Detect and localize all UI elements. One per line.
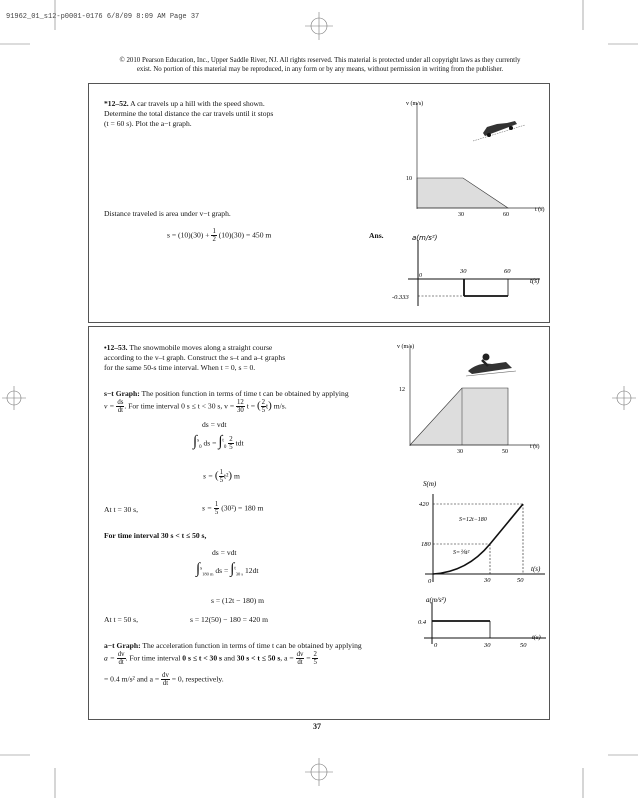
integral-equation-1: ∫$^s_0$ ds = ∫$^t_0$ $\frac{2}{5}$ tdt bbox=[193, 433, 244, 451]
y-tick-label: 180 bbox=[421, 541, 431, 548]
equation-ds-vdt: ds = vdt bbox=[202, 420, 227, 429]
vt-graph-12-52 bbox=[395, 93, 555, 223]
page-number: 37 bbox=[313, 722, 321, 731]
origin-label: 0 bbox=[434, 642, 438, 649]
x-tick-label: 30 bbox=[458, 212, 464, 218]
y-axis-label: v (m/s) bbox=[406, 101, 424, 107]
x-tick-label: 30 bbox=[457, 449, 463, 455]
copyright-line-1: © 2010 Pearson Education, Inc., Upper Saddle River, NJ. All rights reserved. This material is protected under all copyright laws as they currently bbox=[119, 57, 521, 64]
st-graph-12-53 bbox=[405, 474, 555, 586]
interval-label: For time interval 30 s < t ≤ 50 s, bbox=[104, 531, 207, 540]
problem-number: *12–52. bbox=[104, 99, 129, 108]
time-label: At t = 30 s, bbox=[104, 505, 139, 514]
problem-statement: for the same 50-s time interval. When t = 0, s = 0. bbox=[104, 363, 256, 372]
problem-statement: A car travels up a hill with the speed shown. bbox=[130, 99, 265, 108]
acceleration-result: = 0.4 m/s² and a = $\frac{dv}{dt}$ = 0, respectively. bbox=[104, 672, 224, 687]
velocity-equation: v = $\frac{ds}{dt}$ . For time interval 0 s ≤ t < 30 s, v = $\frac{12}{30}$ t = ( $\frac{2}{5}$ t) m/s. bbox=[104, 399, 287, 414]
at-graph-12-53 bbox=[412, 594, 552, 654]
section-heading: a−t Graph: bbox=[104, 641, 141, 650]
x-tick-label: 50 bbox=[520, 642, 527, 649]
y-tick-label: 420 bbox=[419, 501, 429, 508]
copyright-line-2: exist. No portion of this material may be reproduced, in any form or by any means, without permission in writing from the publisher. bbox=[136, 66, 504, 73]
integral-equation-2: ∫$^s_{180 m}$ ds = ∫$^t_{30 s}$ 12dt bbox=[196, 561, 259, 577]
problem-statement: according to the v–t graph. Construct the s–t and a–t graphs bbox=[104, 353, 286, 362]
position-equation-2: s = (12t − 180) m bbox=[211, 596, 265, 605]
y-value-label: -0.333 bbox=[392, 294, 409, 301]
velocity-area bbox=[410, 388, 508, 445]
x-axis-label: t (s) bbox=[535, 207, 545, 213]
x-tick-label: 30 bbox=[484, 577, 491, 584]
x-axis-label: t(s) bbox=[532, 634, 541, 641]
y-tick-label: 12 bbox=[399, 387, 405, 393]
equation-ds-vdt: ds = vdt bbox=[212, 548, 237, 557]
velocity-area bbox=[417, 178, 508, 208]
x-tick-label: 30 bbox=[460, 268, 467, 275]
y-tick-label: 10 bbox=[406, 176, 412, 182]
origin-label: 0 bbox=[419, 273, 422, 279]
x-tick-label: 30 bbox=[484, 642, 491, 649]
y-axis-label: v (m/s) bbox=[397, 344, 415, 350]
problem-statement: Determine the total distance the car travels until it stops bbox=[104, 109, 274, 118]
section-heading: s−t Graph: bbox=[104, 389, 140, 398]
solution-text: Distance traveled is area under v−t graph. bbox=[104, 209, 231, 218]
y-tick-label: 0.4 bbox=[418, 619, 427, 626]
problem-statement: (t = 60 s). Plot the a−t graph. bbox=[104, 119, 192, 128]
x-tick-label: 60 bbox=[504, 268, 511, 275]
x-tick-label: 50 bbox=[517, 577, 524, 584]
parabolic-segment bbox=[433, 544, 490, 574]
car-illustration bbox=[473, 121, 525, 141]
curve-label: S=⅕t² bbox=[453, 550, 470, 556]
vt-graph-12-53 bbox=[388, 338, 548, 462]
position-equation-1: s = ( $\frac{1}{5}$ t²) m bbox=[203, 469, 240, 484]
solution-text: The acceleration function in terms of time t can be obtained by applying bbox=[142, 641, 362, 650]
y-axis-label: a(m/s²) bbox=[426, 596, 446, 604]
at-graph-12-52 bbox=[390, 228, 550, 310]
distance-equation: s = (10)(30) + $\frac{1}{2}$ (10)(30) = 450 m bbox=[167, 228, 272, 243]
file-info-line: 91962_01_s12-p0001-0176 6/8/09 8:09 AM Page 37 bbox=[6, 13, 200, 21]
y-axis-label: a(m/s²) bbox=[412, 234, 438, 242]
acceleration-equation: a = $\frac{dv}{dt}$ . For time interval 0 s ≤ t < 30 s and 30 s < t ≤ 50 s, a = $\frac{dv}{dt}$ = $\frac{2}{5}$ bbox=[104, 651, 317, 666]
position-at-30: s = $\frac{1}{5}$ (30²) = 180 m bbox=[202, 501, 264, 516]
linear-segment bbox=[490, 504, 523, 544]
snowmobile-illustration bbox=[466, 354, 516, 377]
x-tick-label: 60 bbox=[503, 212, 509, 218]
solution-text: The position function in terms of time t can be obtained by applying bbox=[141, 389, 349, 398]
x-axis-label: t(s) bbox=[530, 277, 540, 285]
origin-label: 0 bbox=[428, 578, 432, 585]
curve-label: S=12t−180 bbox=[459, 517, 487, 523]
x-axis-label: t(s) bbox=[531, 565, 541, 573]
problem-number: •12–53. bbox=[104, 343, 128, 352]
y-axis-label: S(m) bbox=[423, 480, 437, 488]
position-at-50: s = 12(50) − 180 = 420 m bbox=[190, 615, 269, 624]
x-tick-label: 50 bbox=[502, 449, 508, 455]
time-label: At t = 50 s, bbox=[104, 615, 139, 624]
answer-label: Ans. bbox=[369, 231, 384, 240]
x-axis-label: t (s) bbox=[530, 444, 540, 450]
problem-statement: The snowmobile moves along a straight course bbox=[129, 343, 273, 352]
